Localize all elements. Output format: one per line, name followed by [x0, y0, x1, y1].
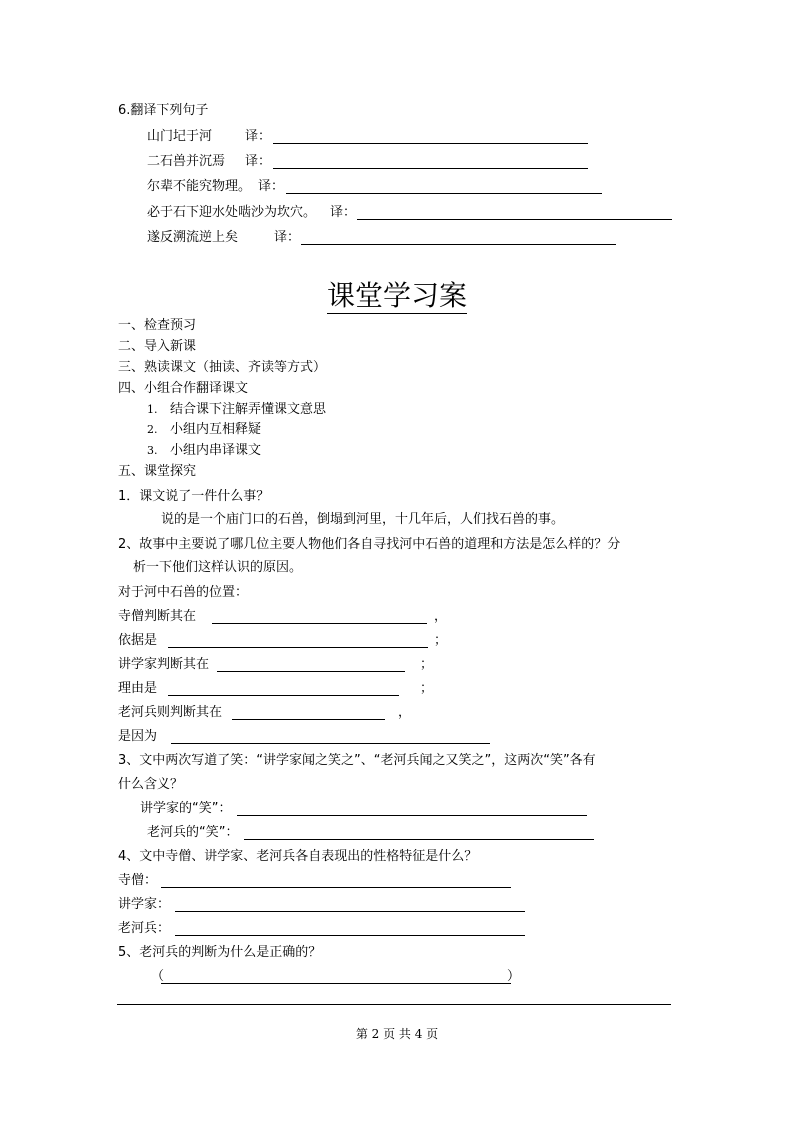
sentence-5: 遂反溯流逆上矣: [147, 230, 239, 245]
soldier-laugh-blank[interactable]: [244, 839, 594, 840]
explore-heading: 五、课堂探究: [118, 464, 197, 479]
substep-3-text: 小组内串译课文: [170, 443, 262, 458]
answer-blank-4[interactable]: [357, 219, 672, 220]
scholar-reason-blank[interactable]: [168, 695, 399, 696]
translate-heading: 6.翻译下列句子: [118, 103, 209, 118]
soldier-trait-label: 老河兵：: [118, 921, 171, 936]
question-2-subheading: 对于河中石兽的位置：: [118, 585, 249, 600]
step-3: 三、熟读课文（抽读、齐读等方式）: [118, 360, 327, 375]
soldier-trait-blank[interactable]: [175, 935, 525, 936]
monk-judgment-comma: ，: [434, 609, 448, 624]
soldier-judgment-comma: ，: [398, 705, 412, 720]
scholar-reason-semicolon: ；: [420, 681, 434, 696]
answer-blank-1[interactable]: [273, 143, 588, 144]
question-1: 1．课文说了一件什么事？: [118, 489, 270, 504]
question-4: 4、文中寺僧、讲学家、老河兵各自表现出的性格特征是什么？: [118, 849, 478, 864]
step-1: 一、检查预习: [118, 318, 197, 333]
soldier-laugh-label: 老河兵的“笑”：: [147, 825, 239, 840]
soldier-judgment-blank[interactable]: [232, 719, 385, 720]
scholar-trait-blank[interactable]: [175, 911, 525, 912]
translate-label-1: 译：: [245, 129, 272, 144]
substep-2-text: 小组内互相释疑: [170, 422, 262, 437]
question-2-line2: 析一下他们这样认识的原因。: [133, 560, 303, 575]
question-1-answer: 说的是一个庙门口的石兽，倒塌到河里，十几年后，人们找石兽的事。: [161, 512, 565, 527]
substep-1-num: 1.: [147, 403, 158, 416]
answer-blank-5[interactable]: [301, 244, 616, 245]
page-title: [0, 278, 794, 314]
page-title-text: 课堂学习案: [326, 279, 467, 312]
monk-trait-blank[interactable]: [161, 887, 511, 888]
sentence-1: 山门圮于河: [147, 129, 213, 144]
monk-reason-blank[interactable]: [168, 647, 428, 648]
sentence-4: 必于石下迎水处啮沙为坎穴。: [147, 205, 317, 220]
answer-close-paren: ）: [507, 969, 521, 984]
question-2-line1: 2、故事中主要说了哪几位主要人物他们各自寻找河中石兽的道理和方法是怎么样的？分: [118, 537, 621, 552]
step-2: 二、导入新课: [118, 339, 197, 354]
question-3-line1: 3、文中两次写道了笑：“讲学家闻之笑之”、“老河兵闻之又笑之”，这两次“笑”各有: [118, 753, 596, 768]
translate-label-4: 译：: [330, 205, 357, 220]
question-5-answer-blank[interactable]: [161, 983, 511, 984]
translate-label-2: 译：: [245, 154, 272, 169]
scholar-reason-label: 理由是: [118, 681, 158, 696]
sentence-2: 二石兽并沉焉: [147, 154, 226, 169]
translate-label-5: 译：: [274, 230, 301, 245]
monk-judgment-label: 寺僧判断其在: [118, 609, 197, 624]
scholar-laugh-label: 讲学家的“笑”：: [140, 801, 232, 816]
monk-reason-label: 依据是: [118, 633, 158, 648]
answer-blank-2[interactable]: [273, 168, 588, 169]
scholar-judgment-label: 讲学家判断其在: [118, 657, 210, 672]
question-3-line2: 什么含义？: [118, 777, 184, 792]
sentence-3: 尔辈不能究物理。: [147, 179, 252, 194]
scholar-laugh-blank[interactable]: [237, 815, 587, 816]
soldier-reason-blank[interactable]: [171, 743, 490, 744]
soldier-judgment-label: 老河兵则判断其在: [118, 705, 223, 720]
answer-open-paren: （: [151, 969, 165, 984]
soldier-reason-label: 是因为: [118, 729, 158, 744]
substep-1-text: 结合课下注解弄懂课文意思: [170, 402, 327, 417]
footer-divider: [117, 1004, 671, 1005]
monk-trait-label: 寺僧：: [118, 873, 158, 888]
monk-judgment-blank[interactable]: [212, 623, 427, 624]
scholar-judgment-blank[interactable]: [217, 671, 405, 672]
page-number: 第 2 页 共 4 页: [355, 1027, 439, 1041]
scholar-trait-label: 讲学家：: [118, 897, 171, 912]
scholar-judgment-semicolon: ；: [420, 657, 434, 672]
substep-3-num: 3.: [147, 444, 158, 457]
step-4: 四、小组合作翻译课文: [118, 381, 249, 396]
question-5: 5、老河兵的判断为什么是正确的？: [118, 945, 322, 960]
translate-label-3: 译：: [258, 179, 285, 194]
substep-2-num: 2.: [147, 423, 158, 436]
monk-reason-semicolon: ；: [434, 633, 448, 648]
answer-blank-3[interactable]: [286, 193, 602, 194]
